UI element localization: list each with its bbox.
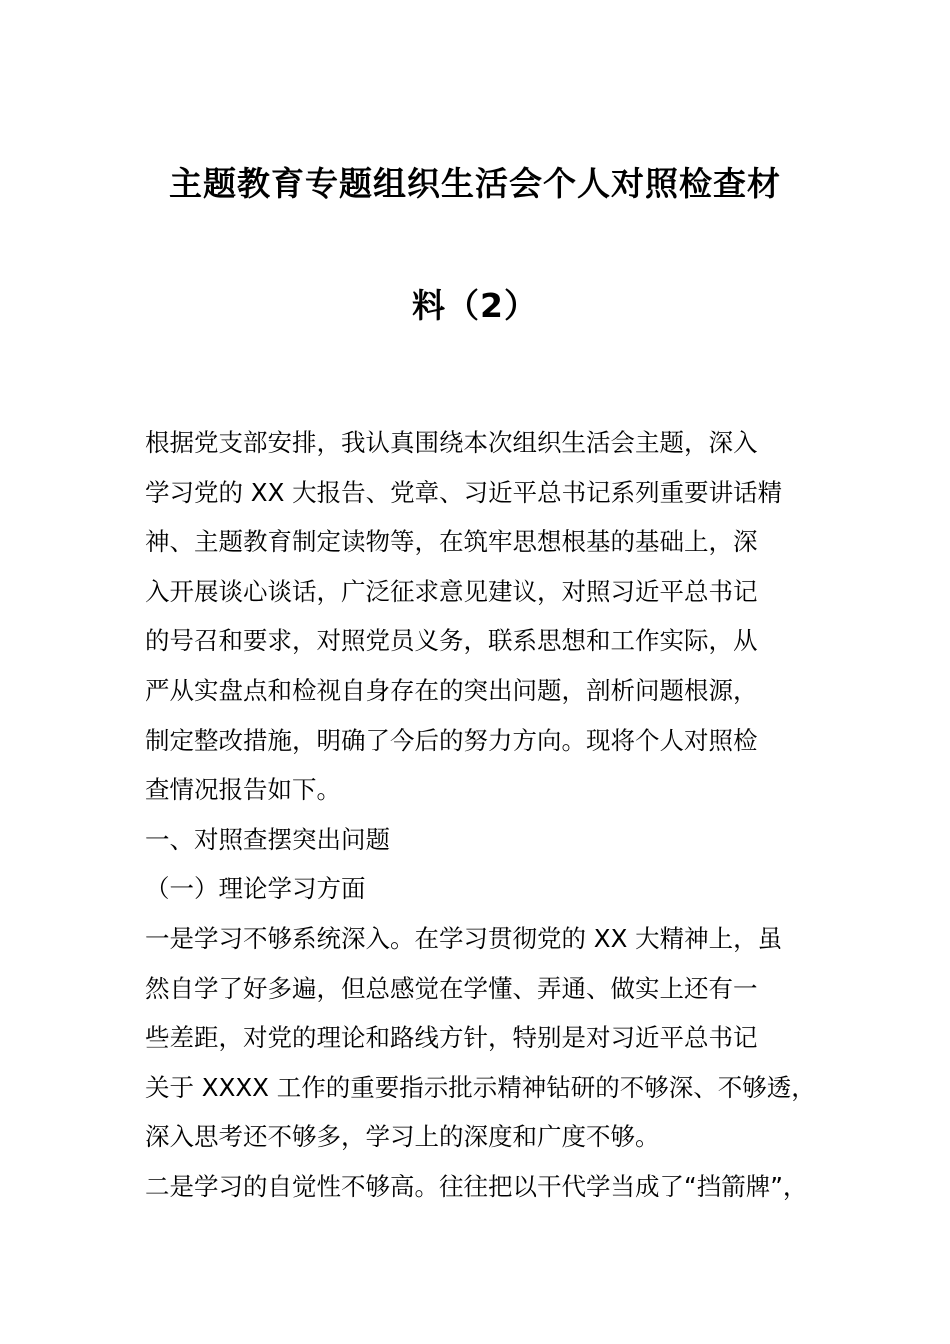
document-title-line-1: 主题教育专题组织生活会个人对照检查材 xyxy=(169,164,781,203)
body-line-9: 一是学习不够系统深入。在学习贯彻党的 XX 大精神上，虽 xyxy=(145,923,783,953)
section-heading-1: 一、对照查摆突出问题 xyxy=(145,824,390,854)
body-line-2: 学习党的 XX 大报告、党章、习近平总书记系列重要讲话精 xyxy=(145,477,783,507)
document-body xyxy=(145,418,835,1212)
body-line-12: 关于 XXXX 工作的重要指示批示精神钻研的不够深、不够透， xyxy=(145,1072,816,1102)
document-title-line-2: 料（2） xyxy=(412,286,538,325)
body-line-4: 入开展谈心谈话，广泛征求意见建议，对照习近平总书记 xyxy=(145,576,758,606)
body-line-1: 根据党支部安排，我认真围绕本次组织生活会主题，深入 xyxy=(145,428,758,457)
body-line-8: 查情况报告如下。 xyxy=(145,775,341,805)
body-line-7: 制定整改措施，明确了今后的努力方向。现将个人对照检 xyxy=(145,725,758,755)
body-line-13: 深入思考还不够多，学习上的深度和广度不够。 xyxy=(145,1122,660,1152)
body-line-11: 些差距，对党的理论和路线方针，特别是对习近平总书记 xyxy=(145,1023,758,1053)
body-line-10: 然自学了好多遍，但总感觉在学懂、弄通、做实上还有一 xyxy=(145,973,758,1003)
subsection-heading-1: （一）理论学习方面 xyxy=(145,874,366,904)
body-line-5: 的号召和要求，对照党员义务，联系思想和工作实际，从 xyxy=(145,626,758,656)
body-line-14: 二是学习的自觉性不够高。往往把以干代学当成了“挡箭牌”， xyxy=(145,1171,808,1201)
body-line-3: 神、主题教育制定读物等，在筑牢思想根基的基础上，深 xyxy=(145,527,758,557)
body-line-6: 严从实盘点和检视自身存在的突出问题，剖析问题根源， xyxy=(145,675,758,705)
